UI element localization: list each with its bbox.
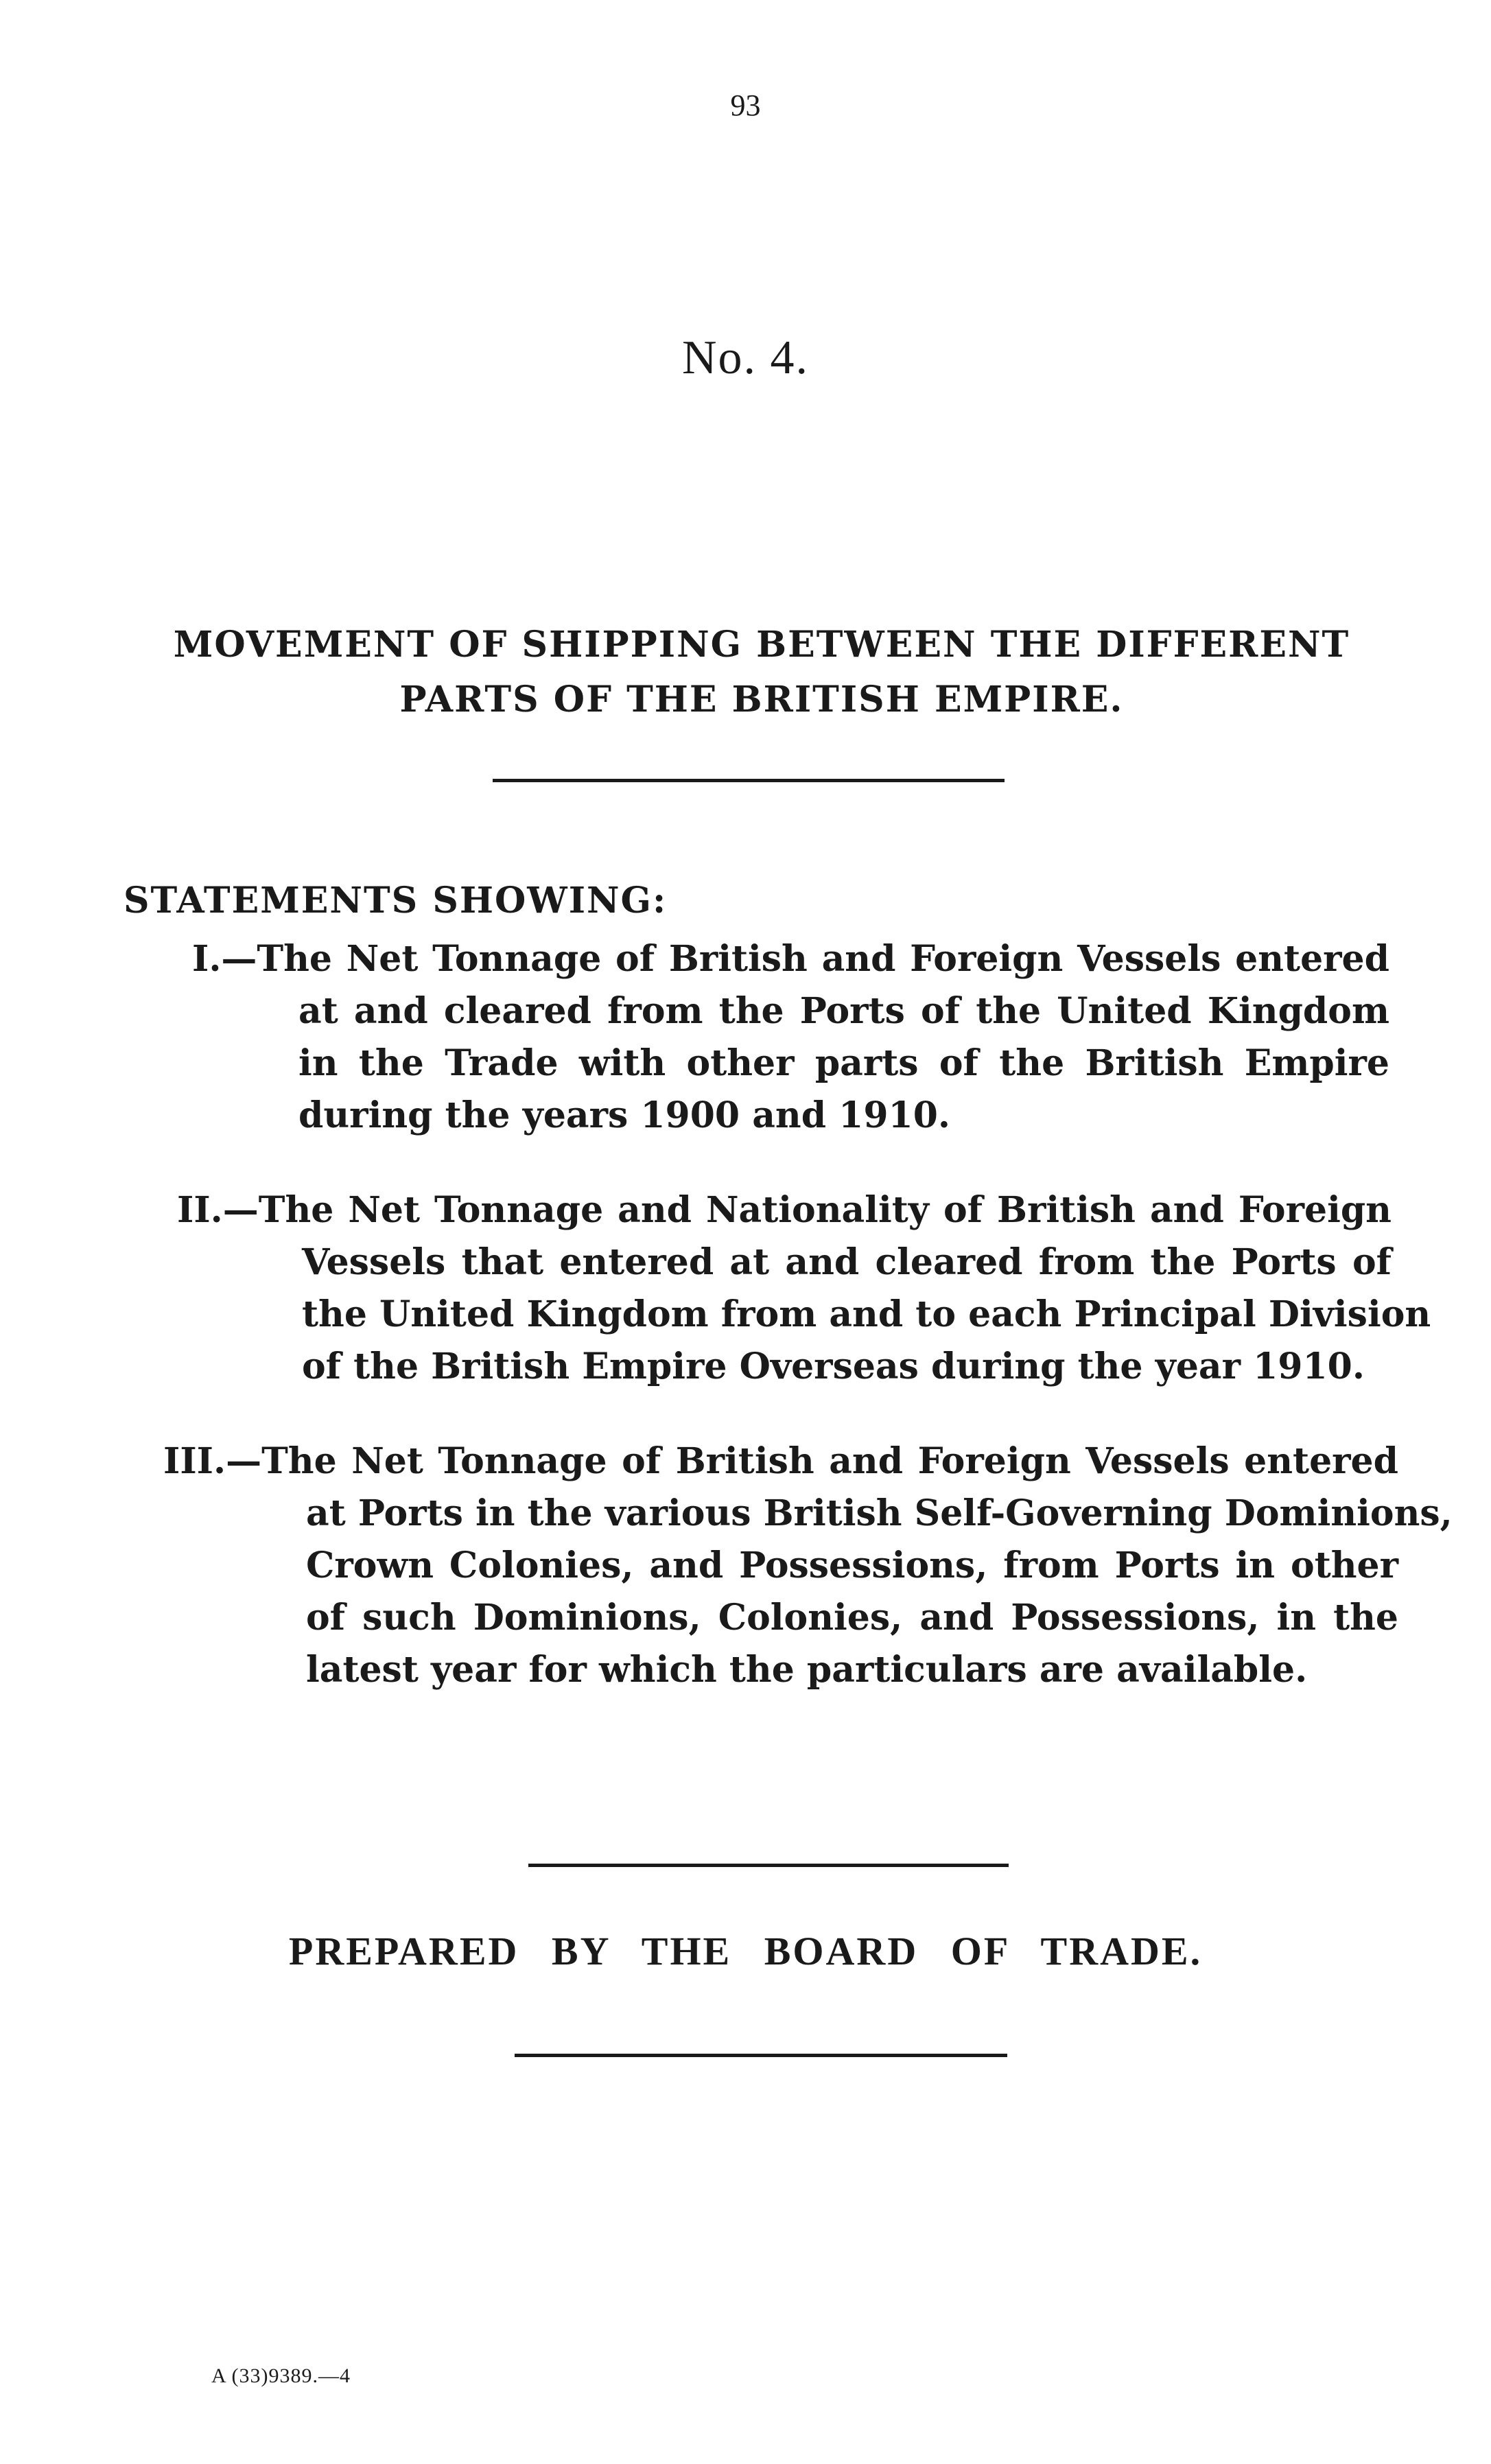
statement-line: the United Kingdom from and to each Principal Division (302, 1293, 1431, 1335)
divider-rule (493, 779, 1005, 782)
prepared-by: PREPARED BY THE BOARD OF TRADE. (288, 1929, 1203, 1973)
divider-rule (515, 2054, 1007, 2057)
statement-line: I.—The Net Tonnage of British and Foreign Vessels entered (192, 938, 1389, 980)
statement-line: Crown Colonies, and Possessions, from Ports in other (306, 1545, 1398, 1586)
divider-rule (528, 1864, 1009, 1867)
statement-line: latest year for which the particulars are available. (306, 1649, 1308, 1691)
title-line-1: MOVEMENT OF SHIPPING BETWEEN THE DIFFERENT (173, 624, 1350, 666)
print-code: A (33)9389.—4 (211, 2365, 351, 2387)
statement-line: during the years 1900 and 1910. (298, 1094, 950, 1136)
statement-line: of such Dominions, Colonies, and Possessions, in the (306, 1597, 1398, 1639)
statement-3 (163, 1435, 1453, 1696)
document-title (124, 618, 1400, 727)
statement-line: Vessels that entered at and cleared from the Ports of (302, 1241, 1392, 1283)
statement-2 (177, 1184, 1431, 1393)
statements-heading: STATEMENTS SHOWING: (124, 880, 668, 922)
document-number: No. 4. (681, 331, 810, 384)
statement-line: III.—The Net Tonnage of British and Foreign Vessels entered (163, 1440, 1398, 1482)
page-number: 93 (730, 89, 761, 122)
statement-line: at and cleared from the Ports of the United Kingdom (298, 990, 1389, 1032)
title-line-2: PARTS OF THE BRITISH EMPIRE. (399, 679, 1124, 720)
statement-line: in the Trade with other parts of the British Empire (298, 1042, 1389, 1084)
statement-1 (192, 933, 1389, 1142)
statement-line: at Ports in the various British Self-Governing Dominions, (306, 1492, 1453, 1534)
statement-line: II.—The Net Tonnage and Nationality of British and Foreign (177, 1189, 1392, 1231)
statement-line: of the British Empire Overseas during the year 1910. (302, 1346, 1365, 1387)
